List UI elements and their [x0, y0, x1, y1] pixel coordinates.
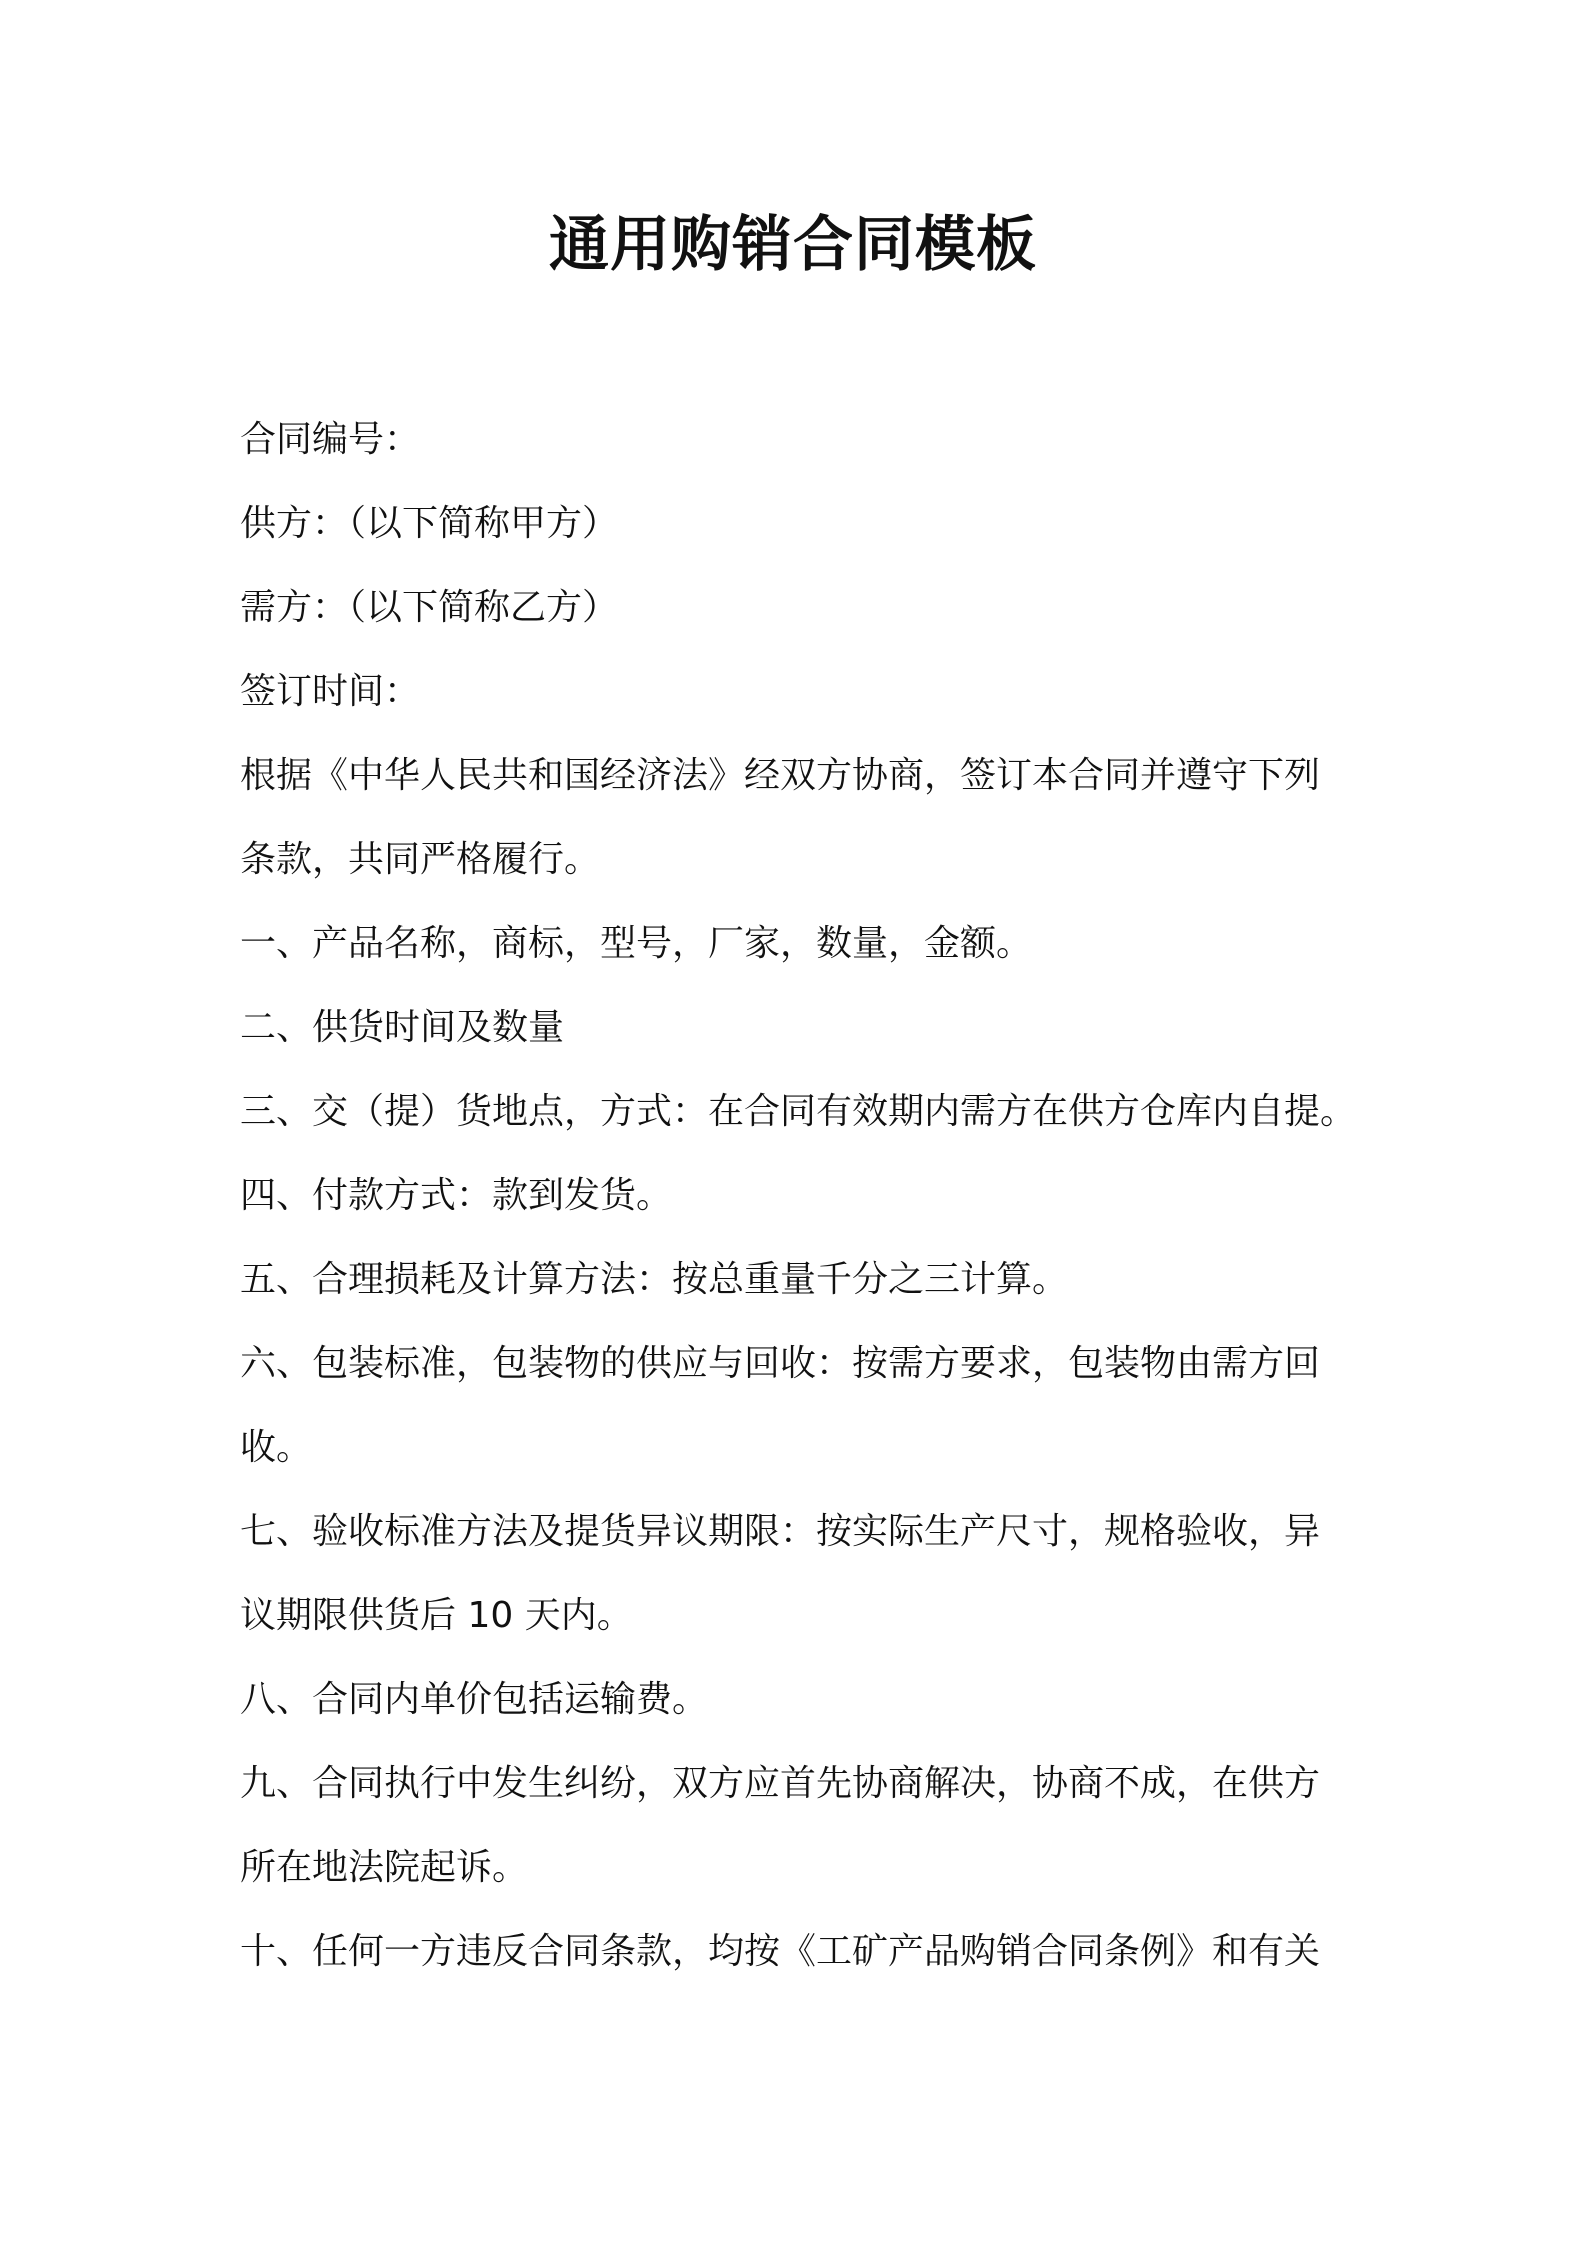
- clause-8: 八、合同内单价包括运输费。: [240, 1679, 709, 1720]
- buyer-line: 需方：（以下简称乙方）: [240, 587, 619, 628]
- clause-9-line-2: 所在地法院起诉。: [240, 1847, 529, 1888]
- clause-4: 四、付款方式：款到发货。: [240, 1175, 673, 1216]
- preamble-line-1: 根据《中华人民共和国经济法》经双方协商，签订本合同并遵守下列: [240, 755, 1321, 796]
- clause-1: 一、产品名称，商标，型号，厂家，数量，金额。: [240, 923, 1033, 964]
- clause-9-line-1: 九、合同执行中发生纠纷，双方应首先协商解决，协商不成，在供方: [240, 1763, 1321, 1804]
- clause-10-line-1: 十、任何一方违反合同条款，均按《工矿产品购销合同条例》和有关: [240, 1931, 1321, 1972]
- clause-6-line-2: 收。: [240, 1427, 313, 1468]
- clause-3: 三、交（提）货地点，方式：在合同有效期内需方在供方仓库内自提。: [240, 1091, 1357, 1132]
- preamble-line-2: 条款，共同严格履行。: [240, 839, 601, 880]
- supplier-line: 供方：（以下简称甲方）: [240, 503, 619, 544]
- clause-7-line-2: 议期限供货后 10 天内。: [240, 1595, 633, 1636]
- document-title: 通用购销合同模板: [549, 210, 1037, 280]
- clause-2: 二、供货时间及数量: [240, 1007, 565, 1048]
- signing-date-line: 签订时间：: [240, 671, 421, 712]
- clause-6-line-1: 六、包装标准，包装物的供应与回收：按需方要求，包装物由需方回: [240, 1343, 1321, 1384]
- contract-number-line: 合同编号：: [240, 419, 421, 460]
- clause-7-line-1: 七、验收标准方法及提货异议期限：按实际生产尺寸，规格验收，异: [240, 1511, 1321, 1552]
- clause-5: 五、合理损耗及计算方法：按总重量千分之三计算。: [240, 1259, 1069, 1300]
- document-body: [240, 398, 1360, 1994]
